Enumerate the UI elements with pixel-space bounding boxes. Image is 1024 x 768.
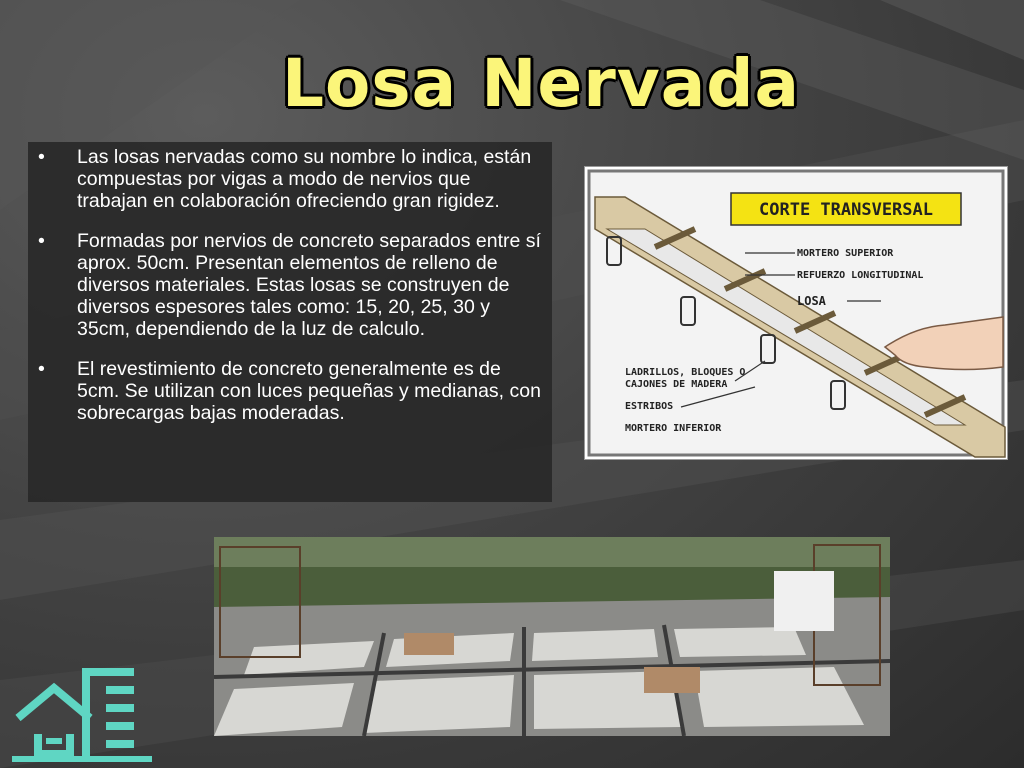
bullet-marker: • bbox=[38, 358, 45, 380]
label-mortero-inferior: MORTERO INFERIOR bbox=[625, 423, 722, 434]
text-box bbox=[28, 142, 552, 502]
diagram-drawing bbox=[585, 167, 1007, 459]
bullet-text: Las losas nervadas como su nombre lo indica, están compuestas por vigas a modo de nervios que trabajan en colaboración ofreciendo gran rigidez. bbox=[77, 146, 532, 212]
house-building-icon bbox=[12, 664, 152, 764]
bullet-text: El revestimiento de concreto generalmente es de 5cm. Se utilizan con luces pequeñas y medianas, con sobrecargas bajas moderadas. bbox=[77, 358, 541, 424]
cross-section-diagram bbox=[584, 166, 1008, 460]
construction-photo bbox=[214, 537, 890, 736]
label-ladrillos-line1: LADRILLOS, BLOQUES O bbox=[625, 367, 746, 378]
bullet-item bbox=[28, 146, 542, 212]
label-refuerzo: REFUERZO LONGITUDINAL bbox=[797, 270, 924, 281]
slide-title: Losa Nervada bbox=[282, 45, 801, 122]
bullet-item bbox=[28, 358, 542, 424]
label-ladrillos-line2: CAJONES DE MADERA bbox=[625, 379, 728, 390]
photo-illustration bbox=[214, 537, 890, 736]
bullet-list bbox=[28, 146, 542, 424]
bullet-text: Formadas por nervios de concreto separados entre sí aprox. 50cm. Presentan elementos de relleno de diversos materiales. Estas losas se construyen de diversos espesores tales como: 15, 20, 25, 30 y 35cm, dependiendo de la luz de calculo. bbox=[77, 230, 541, 340]
banner-label: CORTE TRANSVERSAL bbox=[759, 200, 933, 220]
bullet-marker: • bbox=[38, 230, 45, 252]
label-mortero-superior: MORTERO SUPERIOR bbox=[797, 248, 894, 259]
bullet-marker: • bbox=[38, 146, 45, 168]
bullet-item bbox=[28, 230, 542, 340]
label-estribos: ESTRIBOS bbox=[625, 401, 674, 412]
label-losa: LOSA bbox=[797, 294, 826, 308]
